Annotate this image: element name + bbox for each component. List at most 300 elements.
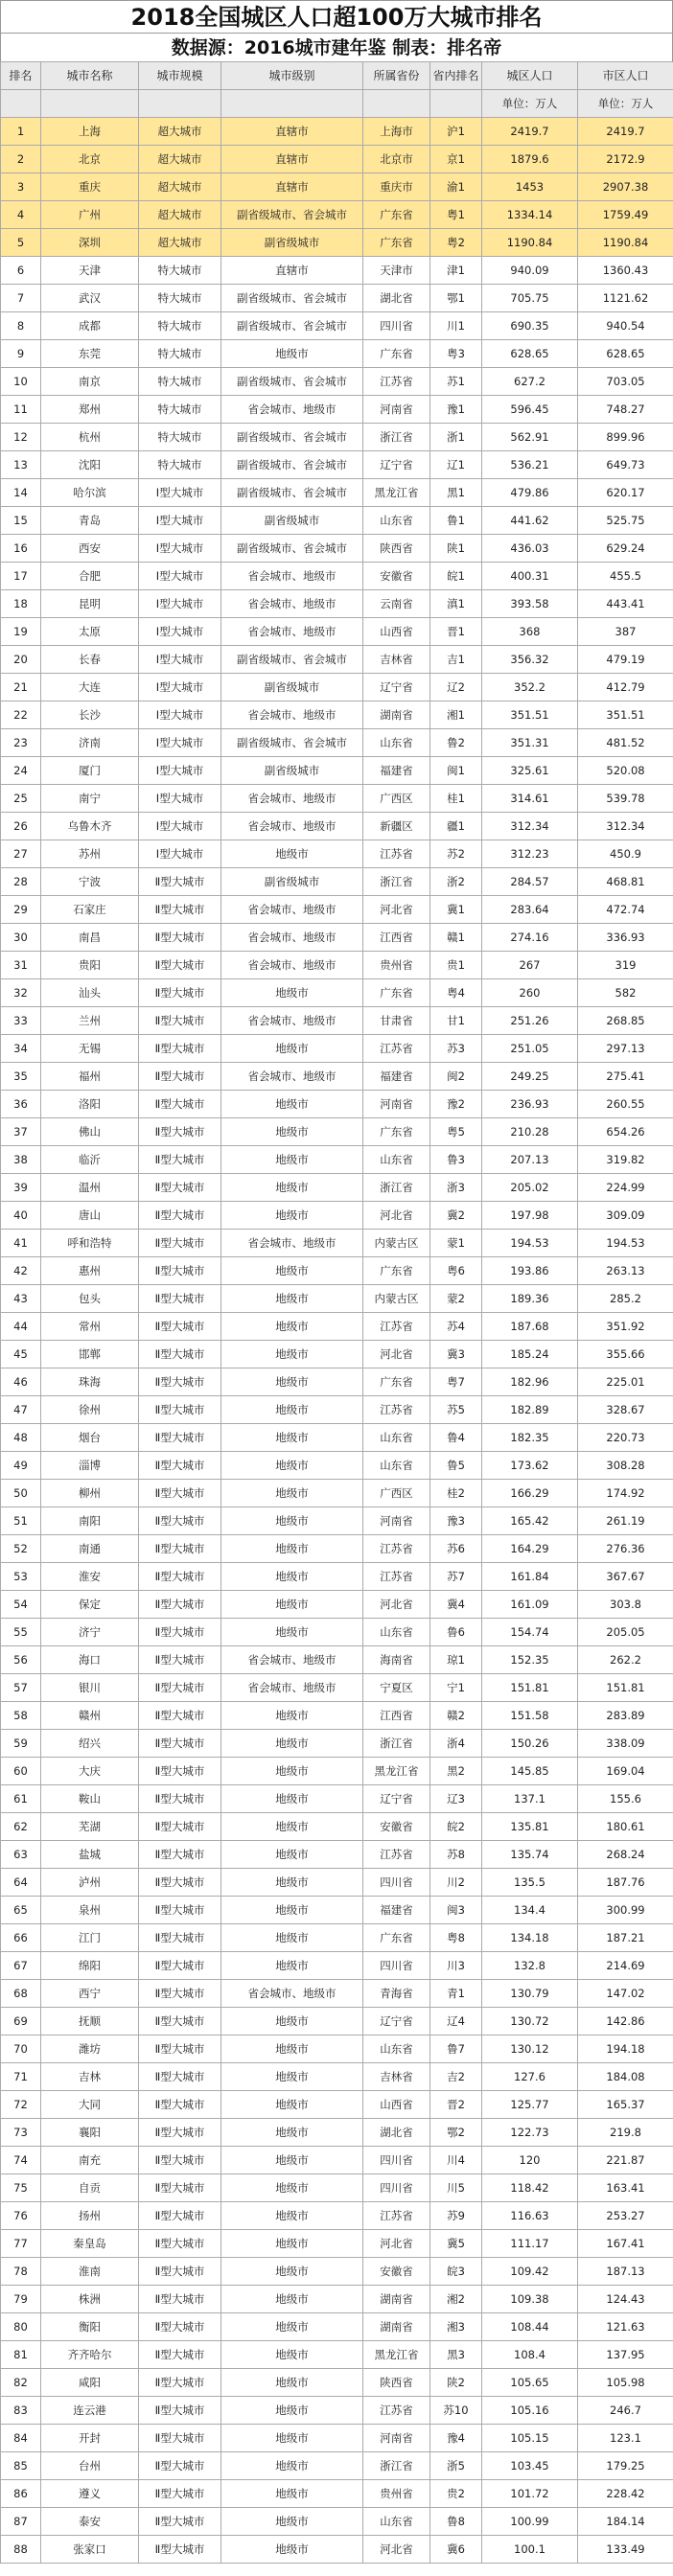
cell-level: 地级市 bbox=[221, 1452, 363, 1480]
cell-rank: 60 bbox=[1, 1758, 41, 1785]
cell-city: 赣州 bbox=[41, 1702, 139, 1730]
cell-rank: 3 bbox=[1, 173, 41, 201]
cell-level: 副省级城市 bbox=[221, 507, 363, 535]
cell-scale: Ⅱ型大城市 bbox=[139, 1285, 221, 1313]
cell-urban-pop: 1879.6 bbox=[482, 146, 578, 173]
cell-city: 济南 bbox=[41, 729, 139, 757]
cell-province-rank: 甘1 bbox=[430, 1007, 482, 1035]
cell-urban-pop: 150.26 bbox=[482, 1730, 578, 1758]
cell-city: 连云港 bbox=[41, 2397, 139, 2425]
cell-scale: 超大城市 bbox=[139, 118, 221, 146]
cell-province-rank: 粤8 bbox=[430, 1924, 482, 1952]
cell-scale: 特大城市 bbox=[139, 396, 221, 424]
cell-city-pop: 187.13 bbox=[578, 2258, 673, 2286]
cell-city: 北京 bbox=[41, 146, 139, 173]
cell-rank: 43 bbox=[1, 1285, 41, 1313]
cell-urban-pop: 251.05 bbox=[482, 1035, 578, 1063]
cell-province-rank: 苏1 bbox=[430, 368, 482, 396]
cell-rank: 37 bbox=[1, 1118, 41, 1146]
cell-city: 汕头 bbox=[41, 979, 139, 1007]
cell-urban-pop: 393.58 bbox=[482, 590, 578, 618]
cell-province: 江苏省 bbox=[363, 1841, 430, 1869]
table-row bbox=[1, 2174, 673, 2202]
cell-rank: 41 bbox=[1, 1230, 41, 1257]
table-row bbox=[1, 868, 673, 896]
table-row bbox=[1, 1035, 673, 1063]
cell-scale: Ⅱ型大城市 bbox=[139, 1924, 221, 1952]
cell-rank: 31 bbox=[1, 952, 41, 979]
table-row bbox=[1, 1730, 673, 1758]
cell-city-pop: 297.13 bbox=[578, 1035, 673, 1063]
cell-urban-pop: 628.65 bbox=[482, 340, 578, 368]
cell-rank: 16 bbox=[1, 535, 41, 563]
unit-blank bbox=[430, 90, 482, 118]
cell-urban-pop: 207.13 bbox=[482, 1146, 578, 1174]
cell-scale: Ⅱ型大城市 bbox=[139, 1452, 221, 1480]
cell-rank: 69 bbox=[1, 2008, 41, 2036]
cell-scale: Ⅱ型大城市 bbox=[139, 2036, 221, 2063]
cell-rank: 79 bbox=[1, 2286, 41, 2313]
cell-level: 省会城市、地级市 bbox=[221, 896, 363, 924]
cell-province-rank: 粤5 bbox=[430, 1118, 482, 1146]
cell-city: 珠海 bbox=[41, 1368, 139, 1396]
table-row bbox=[1, 1785, 673, 1813]
cell-urban-pop: 314.61 bbox=[482, 785, 578, 813]
cell-city: 泉州 bbox=[41, 1897, 139, 1924]
cell-city: 常州 bbox=[41, 1313, 139, 1341]
table-row bbox=[1, 1313, 673, 1341]
cell-level: 地级市 bbox=[221, 1785, 363, 1813]
cell-city-pop: 163.41 bbox=[578, 2174, 673, 2202]
cell-province-rank: 桂2 bbox=[430, 1480, 482, 1507]
cell-city-pop: 219.8 bbox=[578, 2119, 673, 2147]
cell-scale: Ⅱ型大城市 bbox=[139, 1202, 221, 1230]
table-row bbox=[1, 1452, 673, 1480]
cell-city-pop: 629.24 bbox=[578, 535, 673, 563]
cell-city-pop: 184.08 bbox=[578, 2063, 673, 2091]
cell-level: 副省级城市、省会城市 bbox=[221, 312, 363, 340]
cell-city-pop: 468.81 bbox=[578, 868, 673, 896]
cell-urban-pop: 284.57 bbox=[482, 868, 578, 896]
table-row bbox=[1, 2508, 673, 2536]
cell-province-rank: 陕2 bbox=[430, 2369, 482, 2397]
cell-city-pop: 1190.84 bbox=[578, 229, 673, 257]
cell-urban-pop: 125.77 bbox=[482, 2091, 578, 2119]
cell-scale: 特大城市 bbox=[139, 257, 221, 285]
cell-province: 江苏省 bbox=[363, 2202, 430, 2230]
table-row bbox=[1, 952, 673, 979]
cell-level: 副省级城市、省会城市 bbox=[221, 646, 363, 674]
cell-city-pop: 387 bbox=[578, 618, 673, 646]
cell-rank: 38 bbox=[1, 1146, 41, 1174]
cell-city-pop: 450.9 bbox=[578, 840, 673, 868]
cell-scale: Ⅱ型大城市 bbox=[139, 1897, 221, 1924]
cell-city: 南昌 bbox=[41, 924, 139, 952]
cell-rank: 64 bbox=[1, 1869, 41, 1897]
table-row bbox=[1, 2258, 673, 2286]
table-row bbox=[1, 590, 673, 618]
cell-urban-pop: 351.51 bbox=[482, 702, 578, 729]
cell-rank: 47 bbox=[1, 1396, 41, 1424]
cell-city: 淮安 bbox=[41, 1563, 139, 1591]
cell-level: 地级市 bbox=[221, 2480, 363, 2508]
cell-level: 地级市 bbox=[221, 2341, 363, 2369]
cell-urban-pop: 283.64 bbox=[482, 896, 578, 924]
cell-scale: Ⅱ型大城市 bbox=[139, 2202, 221, 2230]
cell-province-rank: 粤4 bbox=[430, 979, 482, 1007]
cell-urban-pop: 122.73 bbox=[482, 2119, 578, 2147]
cell-rank: 75 bbox=[1, 2174, 41, 2202]
cell-level: 副省级城市、省会城市 bbox=[221, 285, 363, 312]
cell-urban-pop: 134.18 bbox=[482, 1924, 578, 1952]
cell-level: 地级市 bbox=[221, 1368, 363, 1396]
cell-urban-pop: 312.34 bbox=[482, 813, 578, 840]
cell-city-pop: 137.95 bbox=[578, 2341, 673, 2369]
cell-province-rank: 浙3 bbox=[430, 1174, 482, 1202]
cell-province: 广东省 bbox=[363, 979, 430, 1007]
cell-province-rank: 津1 bbox=[430, 257, 482, 285]
cell-scale: 特大城市 bbox=[139, 424, 221, 451]
cell-rank: 87 bbox=[1, 2508, 41, 2536]
cell-urban-pop: 152.35 bbox=[482, 1646, 578, 1674]
cell-rank: 82 bbox=[1, 2369, 41, 2397]
cell-rank: 24 bbox=[1, 757, 41, 785]
cell-rank: 10 bbox=[1, 368, 41, 396]
cell-city: 深圳 bbox=[41, 229, 139, 257]
cell-level: 地级市 bbox=[221, 2202, 363, 2230]
cell-urban-pop: 130.12 bbox=[482, 2036, 578, 2063]
cell-level: 地级市 bbox=[221, 1174, 363, 1202]
cell-level: 地级市 bbox=[221, 2313, 363, 2341]
cell-city-pop: 283.89 bbox=[578, 1702, 673, 1730]
cell-level: 副省级城市 bbox=[221, 674, 363, 702]
cell-rank: 11 bbox=[1, 396, 41, 424]
table-row bbox=[1, 201, 673, 229]
cell-level: 地级市 bbox=[221, 1035, 363, 1063]
cell-level: 地级市 bbox=[221, 2452, 363, 2480]
cell-city-pop: 165.37 bbox=[578, 2091, 673, 2119]
cell-urban-pop: 187.68 bbox=[482, 1313, 578, 1341]
cell-rank: 72 bbox=[1, 2091, 41, 2119]
cell-province: 河北省 bbox=[363, 1591, 430, 1619]
cell-urban-pop: 193.86 bbox=[482, 1257, 578, 1285]
cell-city-pop: 180.61 bbox=[578, 1813, 673, 1841]
cell-province-rank: 冀5 bbox=[430, 2230, 482, 2258]
cell-scale: Ⅱ型大城市 bbox=[139, 2230, 221, 2258]
cell-province-rank: 鲁4 bbox=[430, 1424, 482, 1452]
table-row bbox=[1, 1897, 673, 1924]
cell-level: 省会城市、地级市 bbox=[221, 813, 363, 840]
cell-rank: 29 bbox=[1, 896, 41, 924]
cell-province-rank: 鲁3 bbox=[430, 1146, 482, 1174]
cell-urban-pop: 164.29 bbox=[482, 1535, 578, 1563]
cell-city: 武汉 bbox=[41, 285, 139, 312]
table-row bbox=[1, 896, 673, 924]
cell-scale: Ⅱ型大城市 bbox=[139, 2480, 221, 2508]
cell-scale: Ⅱ型大城市 bbox=[139, 2369, 221, 2397]
cell-rank: 19 bbox=[1, 618, 41, 646]
cell-scale: Ⅱ型大城市 bbox=[139, 1091, 221, 1118]
cell-rank: 73 bbox=[1, 2119, 41, 2147]
cell-city: 株洲 bbox=[41, 2286, 139, 2313]
cell-city: 鞍山 bbox=[41, 1785, 139, 1813]
cell-city-pop: 221.87 bbox=[578, 2147, 673, 2174]
cell-rank: 1 bbox=[1, 118, 41, 146]
cell-rank: 53 bbox=[1, 1563, 41, 1591]
table-row bbox=[1, 2091, 673, 2119]
cell-city-pop: 367.67 bbox=[578, 1563, 673, 1591]
cell-province-rank: 辽4 bbox=[430, 2008, 482, 2036]
cell-province: 天津市 bbox=[363, 257, 430, 285]
cell-urban-pop: 109.42 bbox=[482, 2258, 578, 2286]
table-row bbox=[1, 2425, 673, 2452]
cell-rank: 65 bbox=[1, 1897, 41, 1924]
cell-city: 保定 bbox=[41, 1591, 139, 1619]
cell-city-pop: 899.96 bbox=[578, 424, 673, 451]
cell-level: 地级市 bbox=[221, 2230, 363, 2258]
table-row bbox=[1, 1841, 673, 1869]
table-row bbox=[1, 2008, 673, 2036]
cell-province-rank: 豫3 bbox=[430, 1507, 482, 1535]
cell-rank: 25 bbox=[1, 785, 41, 813]
cell-province-rank: 湘3 bbox=[430, 2313, 482, 2341]
col-header-province-rank: 省内排名 bbox=[430, 62, 482, 90]
cell-rank: 84 bbox=[1, 2425, 41, 2452]
cell-province-rank: 吉2 bbox=[430, 2063, 482, 2091]
unit-blank bbox=[1, 90, 41, 118]
cell-urban-pop: 185.24 bbox=[482, 1341, 578, 1368]
table-row bbox=[1, 2147, 673, 2174]
cell-province: 浙江省 bbox=[363, 1730, 430, 1758]
cell-rank: 22 bbox=[1, 702, 41, 729]
cell-province: 河南省 bbox=[363, 396, 430, 424]
cell-province: 浙江省 bbox=[363, 868, 430, 896]
table-row bbox=[1, 2313, 673, 2341]
cell-rank: 36 bbox=[1, 1091, 41, 1118]
cell-province: 广西区 bbox=[363, 785, 430, 813]
cell-province: 辽宁省 bbox=[363, 451, 430, 479]
cell-province-rank: 粤6 bbox=[430, 1257, 482, 1285]
cell-province: 河北省 bbox=[363, 2536, 430, 2564]
cell-city-pop: 220.73 bbox=[578, 1424, 673, 1452]
cell-rank: 46 bbox=[1, 1368, 41, 1396]
cell-level: 副省级城市 bbox=[221, 868, 363, 896]
cell-city: 青岛 bbox=[41, 507, 139, 535]
cell-city: 临沂 bbox=[41, 1146, 139, 1174]
cell-province-rank: 粤3 bbox=[430, 340, 482, 368]
cell-province: 四川省 bbox=[363, 1952, 430, 1980]
cell-province-rank: 苏9 bbox=[430, 2202, 482, 2230]
cell-province-rank: 苏5 bbox=[430, 1396, 482, 1424]
cell-province: 河南省 bbox=[363, 1507, 430, 1535]
cell-rank: 76 bbox=[1, 2202, 41, 2230]
cell-urban-pop: 400.31 bbox=[482, 563, 578, 590]
table-body bbox=[1, 118, 673, 2564]
unit-blank bbox=[363, 90, 430, 118]
cell-rank: 55 bbox=[1, 1619, 41, 1646]
cell-province: 广东省 bbox=[363, 1924, 430, 1952]
cell-province-rank: 蒙2 bbox=[430, 1285, 482, 1313]
table-row bbox=[1, 2480, 673, 2508]
cell-urban-pop: 182.35 bbox=[482, 1424, 578, 1452]
cell-urban-pop: 118.42 bbox=[482, 2174, 578, 2202]
cell-rank: 27 bbox=[1, 840, 41, 868]
cell-province-rank: 粤1 bbox=[430, 201, 482, 229]
cell-scale: 特大城市 bbox=[139, 451, 221, 479]
cell-province-rank: 赣2 bbox=[430, 1702, 482, 1730]
cell-urban-pop: 251.26 bbox=[482, 1007, 578, 1035]
cell-city-pop: 262.2 bbox=[578, 1646, 673, 1674]
cell-scale: Ⅱ型大城市 bbox=[139, 1619, 221, 1646]
cell-city-pop: 224.99 bbox=[578, 1174, 673, 1202]
table-row bbox=[1, 1813, 673, 1841]
cell-city: 广州 bbox=[41, 201, 139, 229]
cell-province: 山东省 bbox=[363, 1146, 430, 1174]
cell-city-pop: 455.5 bbox=[578, 563, 673, 590]
table-row bbox=[1, 1591, 673, 1619]
cell-rank: 7 bbox=[1, 285, 41, 312]
cell-scale: Ⅱ型大城市 bbox=[139, 2313, 221, 2341]
table-row bbox=[1, 257, 673, 285]
cell-province: 四川省 bbox=[363, 312, 430, 340]
cell-scale: Ⅱ型大城市 bbox=[139, 2286, 221, 2313]
cell-city: 乌鲁木齐 bbox=[41, 813, 139, 840]
table-row bbox=[1, 1535, 673, 1563]
cell-province-rank: 湘1 bbox=[430, 702, 482, 729]
cell-level: 地级市 bbox=[221, 2063, 363, 2091]
cell-city: 齐齐哈尔 bbox=[41, 2341, 139, 2369]
cell-city-pop: 582 bbox=[578, 979, 673, 1007]
cell-city: 温州 bbox=[41, 1174, 139, 1202]
cell-city-pop: 205.05 bbox=[578, 1619, 673, 1646]
cell-rank: 51 bbox=[1, 1507, 41, 1535]
cell-rank: 56 bbox=[1, 1646, 41, 1674]
cell-province: 江苏省 bbox=[363, 1563, 430, 1591]
cell-rank: 9 bbox=[1, 340, 41, 368]
cell-province-rank: 贵2 bbox=[430, 2480, 482, 2508]
cell-level: 地级市 bbox=[221, 1591, 363, 1619]
cell-city-pop: 300.99 bbox=[578, 1897, 673, 1924]
cell-level: 副省级城市、省会城市 bbox=[221, 535, 363, 563]
cell-province-rank: 冀4 bbox=[430, 1591, 482, 1619]
cell-level: 直辖市 bbox=[221, 118, 363, 146]
table-row bbox=[1, 1424, 673, 1452]
cell-city-pop: 539.78 bbox=[578, 785, 673, 813]
unit-blank bbox=[139, 90, 221, 118]
cell-province-rank: 皖2 bbox=[430, 1813, 482, 1841]
cell-scale: 超大城市 bbox=[139, 146, 221, 173]
cell-city: 淮南 bbox=[41, 2258, 139, 2286]
cell-province-rank: 贵1 bbox=[430, 952, 482, 979]
cell-province: 山东省 bbox=[363, 1619, 430, 1646]
cell-city: 长春 bbox=[41, 646, 139, 674]
cell-city-pop: 940.54 bbox=[578, 312, 673, 340]
cell-urban-pop: 267 bbox=[482, 952, 578, 979]
table-row bbox=[1, 1341, 673, 1368]
cell-urban-pop: 127.6 bbox=[482, 2063, 578, 2091]
cell-level: 副省级城市、省会城市 bbox=[221, 201, 363, 229]
cell-level: 地级市 bbox=[221, 2147, 363, 2174]
cell-city: 惠州 bbox=[41, 1257, 139, 1285]
cell-rank: 86 bbox=[1, 2480, 41, 2508]
cell-scale: Ⅱ型大城市 bbox=[139, 1480, 221, 1507]
cell-urban-pop: 1334.14 bbox=[482, 201, 578, 229]
cell-province-rank: 鲁1 bbox=[430, 507, 482, 535]
unit-city-pop: 单位：万人 bbox=[578, 90, 673, 118]
table-row bbox=[1, 729, 673, 757]
cell-urban-pop: 130.72 bbox=[482, 2008, 578, 2036]
cell-province-rank: 豫1 bbox=[430, 396, 482, 424]
cell-province: 江苏省 bbox=[363, 1313, 430, 1341]
cell-rank: 6 bbox=[1, 257, 41, 285]
cell-urban-pop: 690.35 bbox=[482, 312, 578, 340]
cell-rank: 28 bbox=[1, 868, 41, 896]
cell-city: 大庆 bbox=[41, 1758, 139, 1785]
cell-scale: Ⅰ型大城市 bbox=[139, 757, 221, 785]
cell-city: 自贡 bbox=[41, 2174, 139, 2202]
cell-province: 安徽省 bbox=[363, 1813, 430, 1841]
cell-rank: 44 bbox=[1, 1313, 41, 1341]
cell-scale: Ⅱ型大城市 bbox=[139, 2174, 221, 2202]
cell-province: 福建省 bbox=[363, 757, 430, 785]
cell-scale: Ⅱ型大城市 bbox=[139, 1341, 221, 1368]
cell-city-pop: 649.73 bbox=[578, 451, 673, 479]
cell-city-pop: 253.27 bbox=[578, 2202, 673, 2230]
cell-city: 台州 bbox=[41, 2452, 139, 2480]
city-ranking-table bbox=[0, 61, 673, 2564]
cell-province: 湖北省 bbox=[363, 285, 430, 312]
cell-level: 省会城市、地级市 bbox=[221, 563, 363, 590]
table-row bbox=[1, 396, 673, 424]
cell-scale: Ⅱ型大城市 bbox=[139, 1035, 221, 1063]
cell-rank: 8 bbox=[1, 312, 41, 340]
cell-urban-pop: 210.28 bbox=[482, 1118, 578, 1146]
cell-urban-pop: 101.72 bbox=[482, 2480, 578, 2508]
cell-city-pop: 105.98 bbox=[578, 2369, 673, 2397]
cell-city-pop: 351.92 bbox=[578, 1313, 673, 1341]
cell-city-pop: 703.05 bbox=[578, 368, 673, 396]
cell-scale: Ⅱ型大城市 bbox=[139, 1563, 221, 1591]
cell-urban-pop: 368 bbox=[482, 618, 578, 646]
cell-province-rank: 鲁2 bbox=[430, 729, 482, 757]
cell-scale: Ⅱ型大城市 bbox=[139, 2452, 221, 2480]
cell-province: 陕西省 bbox=[363, 535, 430, 563]
cell-level: 地级市 bbox=[221, 1869, 363, 1897]
cell-rank: 32 bbox=[1, 979, 41, 1007]
cell-scale: 超大城市 bbox=[139, 173, 221, 201]
cell-rank: 61 bbox=[1, 1785, 41, 1813]
cell-urban-pop: 132.8 bbox=[482, 1952, 578, 1980]
cell-city-pop: 214.69 bbox=[578, 1952, 673, 1980]
cell-province-rank: 闽2 bbox=[430, 1063, 482, 1091]
cell-province: 福建省 bbox=[363, 1063, 430, 1091]
cell-rank: 71 bbox=[1, 2063, 41, 2091]
cell-province: 新疆区 bbox=[363, 813, 430, 840]
table-row bbox=[1, 285, 673, 312]
cell-level: 地级市 bbox=[221, 1897, 363, 1924]
cell-province: 重庆市 bbox=[363, 173, 430, 201]
cell-city-pop: 179.25 bbox=[578, 2452, 673, 2480]
cell-scale: 特大城市 bbox=[139, 312, 221, 340]
cell-urban-pop: 2419.7 bbox=[482, 118, 578, 146]
cell-city-pop: 309.09 bbox=[578, 1202, 673, 1230]
cell-urban-pop: 197.98 bbox=[482, 1202, 578, 1230]
cell-city: 沈阳 bbox=[41, 451, 139, 479]
cell-province: 山东省 bbox=[363, 1424, 430, 1452]
cell-province: 黑龙江省 bbox=[363, 479, 430, 507]
cell-scale: 特大城市 bbox=[139, 340, 221, 368]
cell-city: 柳州 bbox=[41, 1480, 139, 1507]
